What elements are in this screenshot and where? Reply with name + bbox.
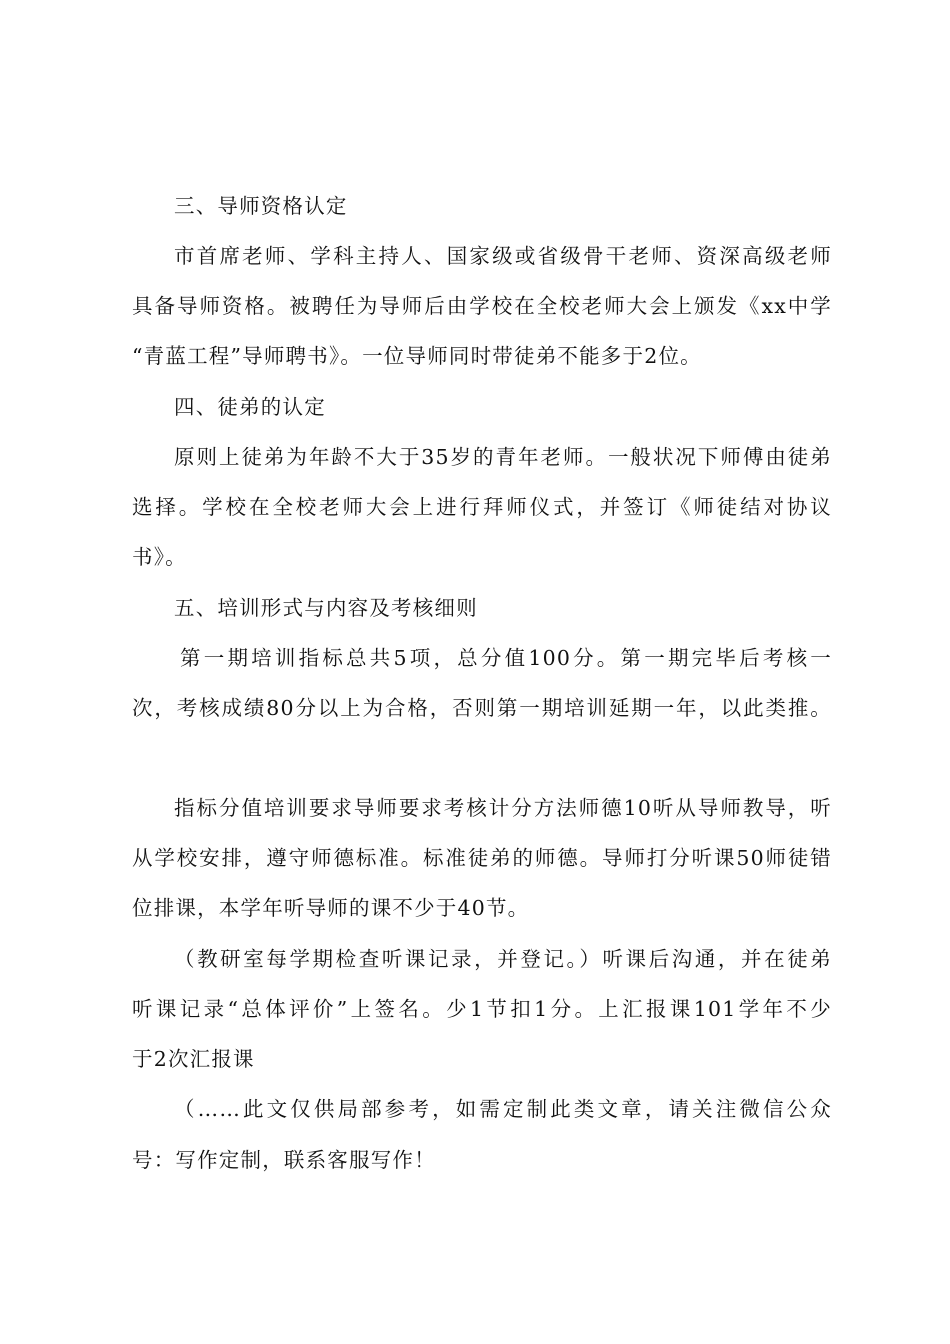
paragraph-line: “青蓝工程”导师聘书》。一位导师同时带徒弟不能多于2位。 [132, 344, 702, 368]
paragraph-line: 具备导师资格。被聘任为导师后由学校在全校老师大会上颁发《xx中学 [132, 294, 832, 318]
heading-training-form: 五、培训形式与内容及考核细则 [174, 596, 478, 620]
heading-mentor-qualification: 三、导师资格认定 [174, 194, 348, 218]
notice-line: 号：写作定制，联系客服写作！ [132, 1148, 436, 1172]
paragraph-line: 于2次汇报课 [132, 1047, 255, 1071]
paragraph-line: 市首席老师、学科主持人、国家级或省级骨干老师、资深高级老师 [174, 244, 832, 268]
paragraph-line: 从学校安排，遵守师德标准。标准徒弟的师德。导师打分听课50师徒错 [132, 846, 832, 870]
paragraph-line: 指标分值培训要求导师要求考核计分方法师德10听从导师教导，听 [174, 796, 832, 820]
paragraph-line: 第一期培训指标总共5项，总分值100分。第一期完毕后考核一 [180, 646, 832, 670]
paragraph-line: 书》。 [132, 545, 187, 569]
paragraph-line: 选择。学校在全校老师大会上进行拜师仪式，并签订《师徒结对协议 [132, 495, 832, 519]
notice-line: （……此文仅供局部参考，如需定制此类文章，请关注微信公众 [174, 1097, 832, 1121]
paragraph-line: 位排课，本学年听导师的课不少于40节。 [132, 896, 530, 920]
paragraph-line: 原则上徒弟为年龄不大于35岁的青年老师。一般状况下师傅由徒弟 [174, 445, 832, 469]
paragraph-line: 次，考核成绩80分以上为合格，否则第一期培训延期一年，以此类推。 [132, 696, 832, 720]
paragraph-line: （教研室每学期检查听课记录，并登记。）听课后沟通，并在徒弟 [174, 947, 832, 971]
paragraph-line: 听课记录“总体评价”上签名。少1节扣1分。上汇报课101学年不少 [132, 997, 832, 1021]
heading-apprentice-identification: 四、徒弟的认定 [174, 395, 326, 419]
